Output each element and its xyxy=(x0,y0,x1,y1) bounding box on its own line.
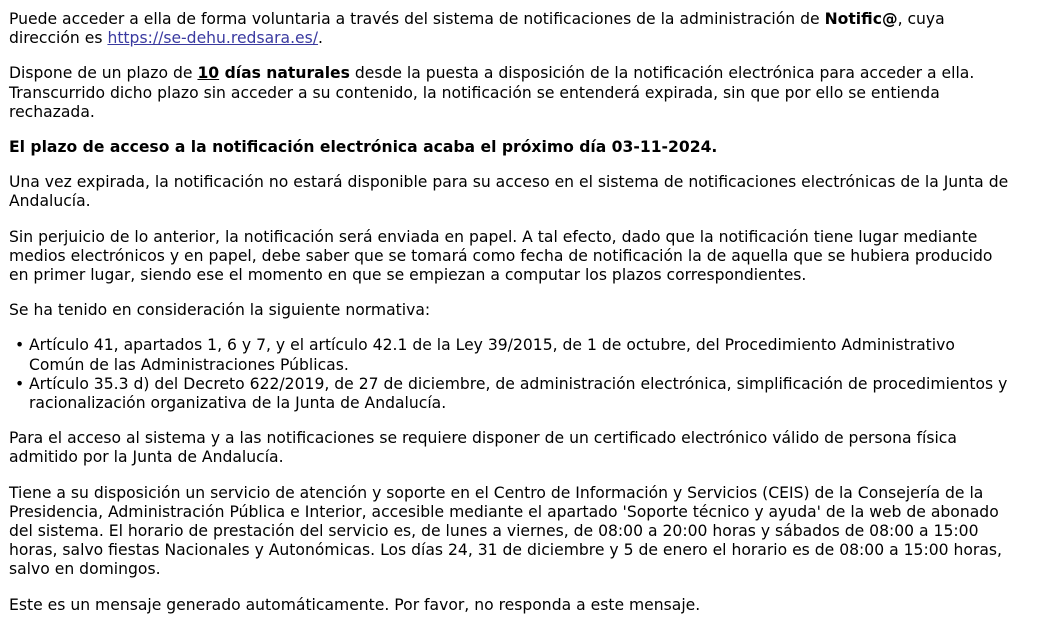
access-paragraph xyxy=(9,10,1009,48)
certificate-paragraph: Para el acceso al sistema y a las notificaciones se requiere disponer de un certificado electrónico válido de persona física admitido por la Junta de Andalucía. xyxy=(9,429,957,467)
deadline-paragraph xyxy=(9,64,1009,122)
deadline-text-2: desde la puesta a disposición de la notificación electrónica para acceder a ella. Transcurrido dicho plazo sin acceder a su contenido, la notificación se entenderá expirada, sin que por ello se entienda rechazada. xyxy=(9,64,975,121)
normative-item-text: Artículo 35.3 d) del Decreto 622/2019, de 27 de diciembre, de administración electrónica, simplificación de procedimientos y racionalización organizativa de la Junta de Andalucía. xyxy=(29,374,1008,413)
dehu-link[interactable]: https://se-dehu.redsara.es/ xyxy=(107,29,319,48)
deadline-text-1: Dispone de un plazo de xyxy=(9,64,198,83)
deadline-days xyxy=(197,64,349,82)
deadline-date-text: El plazo de acceso a la notificación electrónica acaba el próximo día 03-11-2024. xyxy=(9,138,718,157)
normative-intro: Se ha tenido en consideración la siguiente normativa: xyxy=(9,301,431,320)
access-text-1: Puede acceder a ella de forma voluntaria a través del sistema de notificaciones de la administración de xyxy=(9,10,825,28)
normative-item xyxy=(15,374,1009,413)
bullet-icon: • xyxy=(15,336,25,355)
notifica-brand: Notific@ xyxy=(824,10,898,28)
access-text-2: , cuya dirección es xyxy=(9,10,945,48)
deadline-date-paragraph xyxy=(9,138,1009,157)
normative-item xyxy=(15,336,1009,374)
normative-item-text: Artículo 41, apartados 1, 6 y 7, y el artículo 42.1 de la Ley 39/2015, de 1 de octubre, del Procedimiento Administrativo Común de las Administraciones Públicas. xyxy=(29,336,955,374)
normative-list xyxy=(9,336,1009,413)
expiry-paragraph: Una vez expirada, la notificación no estará disponible para su acceso en el sistema de notificaciones electrónicas de la Junta de Andalucía. xyxy=(9,173,1009,211)
access-text-3: . xyxy=(318,29,323,48)
paper-paragraph: Sin perjuicio de lo anterior, la notificación será enviada en papel. A tal efecto, dado que la notificación tiene lugar mediante medios electrónicos y en papel, debe saber que se tomará como fecha de notificación la de aquella que se hubiera producido en primer lugar, siendo ese el momento en que se empiezan a computar los plazos correspondientes. xyxy=(9,227,993,285)
bullet-icon: • xyxy=(15,374,25,393)
auto-message-paragraph: Este es un mensaje generado automáticamente. Por favor, no responda a este mensaje. xyxy=(9,595,701,614)
deadline-days-number: 10 xyxy=(197,64,220,83)
deadline-days-label: días naturales xyxy=(219,64,350,83)
support-paragraph: Tiene a su disposición un servicio de atención y soporte en el Centro de Información y Servicios (CEIS) de la Consejería de la Presidencia, Administración Pública e Interior, accesible mediante el apartado 'Soporte técnico y ayuda' de la web de abonado del sistema. El horario de prestación del servicio es, de lunes a viernes, de 08:00 a 20:00 horas y sábados de 08:00 a 15:00 horas, salvo fiestas Nacionales y Autonómicas. Los días 24, 31 de diciembre y 5 de enero el horario es de 08:00 a 15:00 horas, salvo en domingos. xyxy=(9,483,1002,579)
